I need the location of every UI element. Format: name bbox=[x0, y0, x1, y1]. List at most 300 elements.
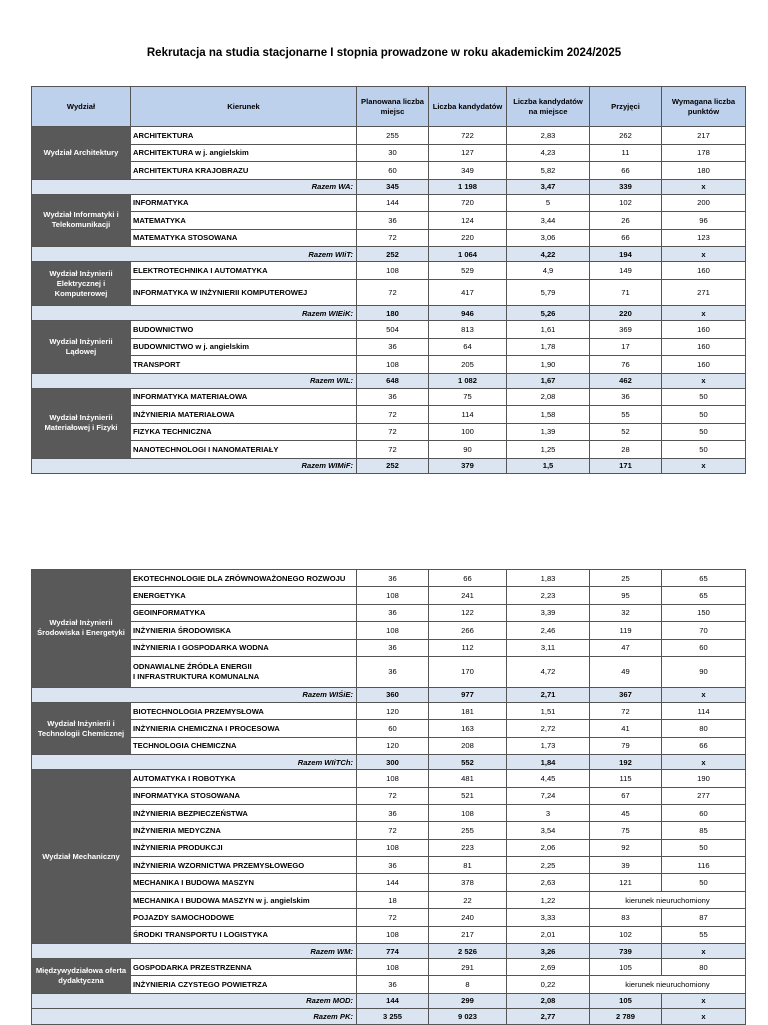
value-cell: 108 bbox=[357, 959, 429, 976]
value-cell: 1,83 bbox=[507, 570, 590, 587]
summary-value: x bbox=[662, 179, 746, 194]
table-row bbox=[32, 737, 746, 754]
value-cell: 36 bbox=[357, 604, 429, 621]
value-cell: 160 bbox=[662, 262, 746, 280]
value-cell: 72 bbox=[357, 909, 429, 926]
value-cell: 1,73 bbox=[507, 737, 590, 754]
value-cell: 3 bbox=[507, 804, 590, 821]
value-cell: 36 bbox=[357, 570, 429, 587]
value-cell: 271 bbox=[662, 280, 746, 306]
value-cell: 1,39 bbox=[507, 423, 590, 441]
value-cell: 2,25 bbox=[507, 857, 590, 874]
value-cell: 240 bbox=[429, 909, 507, 926]
value-cell: 1,61 bbox=[507, 321, 590, 339]
value-cell: 144 bbox=[357, 874, 429, 891]
kierunek-cell: INŻYNIERIA WZORNICTWA PRZEMYSŁOWEGO bbox=[131, 857, 357, 874]
summary-value: x bbox=[662, 373, 746, 388]
kierunek-cell: FIZYKA TECHNICZNA bbox=[131, 423, 357, 441]
value-cell: 92 bbox=[590, 839, 662, 856]
value-cell: 5,79 bbox=[507, 280, 590, 306]
status-cell: kierunek nieuruchomiony bbox=[590, 976, 746, 993]
value-cell: 25 bbox=[590, 570, 662, 587]
value-cell: 180 bbox=[662, 162, 746, 180]
value-cell: 18 bbox=[357, 891, 429, 908]
summary-value: 1 082 bbox=[429, 373, 507, 388]
summary-value: 367 bbox=[590, 687, 662, 702]
value-cell: 65 bbox=[662, 587, 746, 604]
total-value: 2 789 bbox=[590, 1008, 662, 1024]
table-row bbox=[32, 262, 746, 280]
value-cell: 217 bbox=[662, 127, 746, 145]
value-cell: 50 bbox=[662, 441, 746, 459]
kierunek-cell: POJAZDY SAMOCHODOWE bbox=[131, 909, 357, 926]
value-cell: 102 bbox=[590, 926, 662, 943]
value-cell: 160 bbox=[662, 338, 746, 356]
kierunek-cell: BUDOWNICTWO w j. angielskim bbox=[131, 338, 357, 356]
value-cell: 8 bbox=[429, 976, 507, 993]
kierunek-cell: ARCHITEKTURA w j. angielskim bbox=[131, 144, 357, 162]
faculty-cell: Wydział Informatyki i Telekomunikacji bbox=[32, 194, 131, 247]
value-cell: 3,44 bbox=[507, 212, 590, 230]
table-row bbox=[32, 229, 746, 247]
table-row bbox=[32, 770, 746, 787]
value-cell: 108 bbox=[357, 356, 429, 374]
value-cell: 87 bbox=[662, 909, 746, 926]
summary-value: 1,84 bbox=[507, 755, 590, 770]
kierunek-cell: INŻYNIERIA MEDYCZNA bbox=[131, 822, 357, 839]
faculty-cell: Wydział Mechaniczny bbox=[32, 770, 131, 944]
kierunek-cell: ARCHITEKTURA bbox=[131, 127, 357, 145]
value-cell: 220 bbox=[429, 229, 507, 247]
summary-value: 379 bbox=[429, 458, 507, 473]
summary-value: 3,26 bbox=[507, 944, 590, 959]
value-cell: 22 bbox=[429, 891, 507, 908]
page-title: Rekrutacja na studia stacjonarne I stopnia prowadzone w roku akademickim 2024/2025 bbox=[146, 47, 622, 59]
value-cell: 72 bbox=[357, 280, 429, 306]
kierunek-cell: INFORMATYKA W INŻYNIERII KOMPUTEROWEJ bbox=[131, 280, 357, 306]
value-cell: 66 bbox=[429, 570, 507, 587]
value-cell: 7,24 bbox=[507, 787, 590, 804]
table-row bbox=[32, 959, 746, 976]
value-cell: 100 bbox=[429, 423, 507, 441]
summary-value: 739 bbox=[590, 944, 662, 959]
summary-value: 946 bbox=[429, 306, 507, 321]
value-cell: 4,9 bbox=[507, 262, 590, 280]
kierunek-cell: GOSPODARKA PRZESTRZENNA bbox=[131, 959, 357, 976]
kierunek-line: I INFRASTRUKTURA KOMUNALNA bbox=[133, 671, 260, 681]
value-cell: 1,78 bbox=[507, 338, 590, 356]
kierunek-cell: INFORMATYKA MATERIAŁOWA bbox=[131, 388, 357, 406]
table-row bbox=[32, 144, 746, 162]
value-cell: 3,11 bbox=[507, 639, 590, 656]
kierunek-cell: ARCHITEKTURA KRAJOBRAZU bbox=[131, 162, 357, 180]
value-cell: 60 bbox=[357, 720, 429, 737]
kierunek-cell: INŻYNIERIA BEZPIECZEŃSTWA bbox=[131, 804, 357, 821]
value-cell: 71 bbox=[590, 280, 662, 306]
value-cell: 85 bbox=[662, 822, 746, 839]
summary-value: 3,47 bbox=[507, 179, 590, 194]
value-cell: 108 bbox=[357, 926, 429, 943]
faculty-cell: Wydział Inżynierii Elektrycznej i Komputerowej bbox=[32, 262, 131, 306]
table-row bbox=[32, 604, 746, 621]
value-cell: 144 bbox=[357, 194, 429, 212]
header-przyjeci: Przyjęci bbox=[590, 87, 662, 127]
value-cell: 108 bbox=[357, 587, 429, 604]
value-cell: 3,54 bbox=[507, 822, 590, 839]
kierunek-cell: ENERGETYKA bbox=[131, 587, 357, 604]
summary-label: Razem WM: bbox=[32, 944, 357, 959]
faculty-cell: Wydział Inżynierii Środowiska i Energetyki bbox=[32, 570, 131, 688]
value-cell: 66 bbox=[662, 737, 746, 754]
value-cell: 205 bbox=[429, 356, 507, 374]
value-cell: 102 bbox=[590, 194, 662, 212]
table-row bbox=[32, 926, 746, 943]
table-row bbox=[32, 891, 746, 908]
value-cell: 60 bbox=[662, 639, 746, 656]
table-row bbox=[32, 212, 746, 230]
value-cell: 39 bbox=[590, 857, 662, 874]
total-row bbox=[32, 1008, 746, 1024]
header-wydzial: Wydział bbox=[32, 87, 131, 127]
summary-value: 194 bbox=[590, 247, 662, 262]
value-cell: 105 bbox=[590, 959, 662, 976]
table-row bbox=[32, 976, 746, 993]
value-cell: 127 bbox=[429, 144, 507, 162]
summary-value: 1,5 bbox=[507, 458, 590, 473]
value-cell: 521 bbox=[429, 787, 507, 804]
value-cell: 41 bbox=[590, 720, 662, 737]
value-cell: 64 bbox=[429, 338, 507, 356]
table-row bbox=[32, 656, 746, 687]
value-cell: 119 bbox=[590, 622, 662, 639]
value-cell: 72 bbox=[357, 441, 429, 459]
summary-value: 339 bbox=[590, 179, 662, 194]
value-cell: 83 bbox=[590, 909, 662, 926]
value-cell: 2,83 bbox=[507, 127, 590, 145]
table-row bbox=[32, 194, 746, 212]
value-cell: 50 bbox=[662, 388, 746, 406]
value-cell: 241 bbox=[429, 587, 507, 604]
value-cell: 504 bbox=[357, 321, 429, 339]
value-cell: 66 bbox=[590, 162, 662, 180]
value-cell: 1,25 bbox=[507, 441, 590, 459]
value-cell: 181 bbox=[429, 702, 507, 719]
value-cell: 36 bbox=[357, 857, 429, 874]
summary-value: 4,22 bbox=[507, 247, 590, 262]
value-cell: 1,22 bbox=[507, 891, 590, 908]
kierunek-cell: MATEMATYKA bbox=[131, 212, 357, 230]
summary-label: Razem WIŚiE: bbox=[32, 687, 357, 702]
value-cell: 150 bbox=[662, 604, 746, 621]
value-cell: 720 bbox=[429, 194, 507, 212]
value-cell: 369 bbox=[590, 321, 662, 339]
faculty-cell: Wydział Inżynierii Materiałowej i Fizyki bbox=[32, 388, 131, 458]
summary-row bbox=[32, 944, 746, 959]
value-cell: 72 bbox=[357, 423, 429, 441]
table-row bbox=[32, 570, 746, 587]
value-cell: 4,72 bbox=[507, 656, 590, 687]
total-label: Razem PK: bbox=[32, 1008, 357, 1024]
value-cell: 108 bbox=[357, 839, 429, 856]
kierunek-cell: INŻYNIERIA MATERIAŁOWA bbox=[131, 406, 357, 424]
kierunek-cell: GEOINFORMATYKA bbox=[131, 604, 357, 621]
value-cell: 277 bbox=[662, 787, 746, 804]
value-cell: 3,33 bbox=[507, 909, 590, 926]
value-cell: 60 bbox=[357, 162, 429, 180]
value-cell: 3,39 bbox=[507, 604, 590, 621]
table-row bbox=[32, 639, 746, 656]
summary-value: 774 bbox=[357, 944, 429, 959]
summary-row bbox=[32, 755, 746, 770]
summary-row bbox=[32, 306, 746, 321]
value-cell: 50 bbox=[662, 874, 746, 891]
value-cell: 75 bbox=[429, 388, 507, 406]
value-cell: 72 bbox=[357, 406, 429, 424]
value-cell: 30 bbox=[357, 144, 429, 162]
value-cell: 52 bbox=[590, 423, 662, 441]
kierunek-cell: INŻYNIERIA PRODUKCJI bbox=[131, 839, 357, 856]
summary-value: 648 bbox=[357, 373, 429, 388]
table-row bbox=[32, 787, 746, 804]
table-row bbox=[32, 406, 746, 424]
value-cell: 122 bbox=[429, 604, 507, 621]
header-punkty: Wymagana liczba punktów bbox=[662, 87, 746, 127]
summary-value: 252 bbox=[357, 458, 429, 473]
value-cell: 2,08 bbox=[507, 388, 590, 406]
value-cell: 36 bbox=[357, 976, 429, 993]
kierunek-cell: TRANSPORT bbox=[131, 356, 357, 374]
faculty-cell: Wydział Inżynierii i Technologii Chemicznej bbox=[32, 702, 131, 754]
value-cell: 5 bbox=[507, 194, 590, 212]
value-cell: 90 bbox=[429, 441, 507, 459]
kierunek-cell: MECHANIKA I BUDOWA MASZYN bbox=[131, 874, 357, 891]
recruitment-table-2 bbox=[31, 569, 746, 1025]
value-cell: 75 bbox=[590, 822, 662, 839]
value-cell: 72 bbox=[357, 787, 429, 804]
value-cell: 76 bbox=[590, 356, 662, 374]
value-cell: 291 bbox=[429, 959, 507, 976]
value-cell: 170 bbox=[429, 656, 507, 687]
summary-value: x bbox=[662, 687, 746, 702]
header-planowana: Planowana liczba miejsc bbox=[357, 87, 429, 127]
header-kierunek: Kierunek bbox=[131, 87, 357, 127]
table-row bbox=[32, 338, 746, 356]
kierunek-cell: ELEKTROTECHNIKA I AUTOMATYKA bbox=[131, 262, 357, 280]
table-row bbox=[32, 441, 746, 459]
summary-row bbox=[32, 687, 746, 702]
kierunek-cell: ŚRODKI TRANSPORTU I LOGISTYKA bbox=[131, 926, 357, 943]
kierunek-cell: TECHNOLOGIA CHEMICZNA bbox=[131, 737, 357, 754]
table-row bbox=[32, 321, 746, 339]
value-cell: 36 bbox=[357, 639, 429, 656]
value-cell: 2,23 bbox=[507, 587, 590, 604]
value-cell: 1,51 bbox=[507, 702, 590, 719]
value-cell: 4,23 bbox=[507, 144, 590, 162]
summary-value: 180 bbox=[357, 306, 429, 321]
kierunek-cell: INŻYNIERIA CZYSTEGO POWIETRZA bbox=[131, 976, 357, 993]
summary-value: 977 bbox=[429, 687, 507, 702]
summary-label: Razem WA: bbox=[32, 179, 357, 194]
value-cell: 4,45 bbox=[507, 770, 590, 787]
value-cell: 49 bbox=[590, 656, 662, 687]
value-cell: 79 bbox=[590, 737, 662, 754]
value-cell: 124 bbox=[429, 212, 507, 230]
value-cell: 95 bbox=[590, 587, 662, 604]
value-cell: 36 bbox=[590, 388, 662, 406]
value-cell: 67 bbox=[590, 787, 662, 804]
summary-value: 252 bbox=[357, 247, 429, 262]
value-cell: 123 bbox=[662, 229, 746, 247]
summary-label: Razem MOD: bbox=[32, 993, 357, 1008]
value-cell: 178 bbox=[662, 144, 746, 162]
value-cell: 813 bbox=[429, 321, 507, 339]
value-cell: 81 bbox=[429, 857, 507, 874]
summary-value: 552 bbox=[429, 755, 507, 770]
status-cell: kierunek nieuruchomiony bbox=[590, 891, 746, 908]
table-row bbox=[32, 822, 746, 839]
value-cell: 114 bbox=[662, 702, 746, 719]
value-cell: 47 bbox=[590, 639, 662, 656]
value-cell: 108 bbox=[357, 622, 429, 639]
summary-value: 360 bbox=[357, 687, 429, 702]
value-cell: 5,82 bbox=[507, 162, 590, 180]
total-x: x bbox=[662, 1008, 746, 1024]
value-cell: 262 bbox=[590, 127, 662, 145]
value-cell: 266 bbox=[429, 622, 507, 639]
value-cell: 28 bbox=[590, 441, 662, 459]
summary-row bbox=[32, 458, 746, 473]
value-cell: 255 bbox=[429, 822, 507, 839]
summary-value: x bbox=[662, 306, 746, 321]
table-row bbox=[32, 622, 746, 639]
table-row bbox=[32, 874, 746, 891]
summary-label: Razem WIL: bbox=[32, 373, 357, 388]
value-cell: 120 bbox=[357, 737, 429, 754]
value-cell: 149 bbox=[590, 262, 662, 280]
value-cell: 55 bbox=[590, 406, 662, 424]
summary-value: 299 bbox=[429, 993, 507, 1008]
value-cell: 481 bbox=[429, 770, 507, 787]
summary-value: x bbox=[662, 247, 746, 262]
value-cell: 108 bbox=[429, 804, 507, 821]
summary-value: x bbox=[662, 755, 746, 770]
value-cell: 722 bbox=[429, 127, 507, 145]
kierunek-cell: INŻYNIERIA ŚRODOWISKA bbox=[131, 622, 357, 639]
value-cell: 121 bbox=[590, 874, 662, 891]
summary-value: x bbox=[662, 944, 746, 959]
summary-value: 220 bbox=[590, 306, 662, 321]
value-cell: 36 bbox=[357, 804, 429, 821]
value-cell: 160 bbox=[662, 356, 746, 374]
value-cell: 80 bbox=[662, 720, 746, 737]
value-cell: 70 bbox=[662, 622, 746, 639]
header-row bbox=[32, 87, 746, 127]
value-cell: 1,58 bbox=[507, 406, 590, 424]
value-cell: 72 bbox=[357, 229, 429, 247]
table-row bbox=[32, 388, 746, 406]
value-cell: 11 bbox=[590, 144, 662, 162]
kierunek-cell: INŻYNIERIA CHEMICZNA I PROCESOWA bbox=[131, 720, 357, 737]
table-row bbox=[32, 162, 746, 180]
kierunek-cell: MATEMATYKA STOSOWANA bbox=[131, 229, 357, 247]
value-cell: 2,46 bbox=[507, 622, 590, 639]
summary-label: Razem WIiTCh: bbox=[32, 755, 357, 770]
kierunek-cell: AUTOMATYKA I ROBOTYKA bbox=[131, 770, 357, 787]
value-cell: 36 bbox=[357, 338, 429, 356]
value-cell: 50 bbox=[662, 406, 746, 424]
value-cell: 2,63 bbox=[507, 874, 590, 891]
recruitment-table-1 bbox=[31, 86, 746, 474]
value-cell: 349 bbox=[429, 162, 507, 180]
summary-label: Razem WIEiK: bbox=[32, 306, 357, 321]
value-cell: 1,90 bbox=[507, 356, 590, 374]
total-value: 3 255 bbox=[357, 1008, 429, 1024]
value-cell: 50 bbox=[662, 423, 746, 441]
value-cell: 65 bbox=[662, 570, 746, 587]
value-cell: 96 bbox=[662, 212, 746, 230]
summary-value: 300 bbox=[357, 755, 429, 770]
value-cell: 208 bbox=[429, 737, 507, 754]
summary-value: 2,71 bbox=[507, 687, 590, 702]
summary-value: 345 bbox=[357, 179, 429, 194]
value-cell: 120 bbox=[357, 702, 429, 719]
value-cell: 36 bbox=[357, 656, 429, 687]
value-cell: 2,06 bbox=[507, 839, 590, 856]
value-cell: 36 bbox=[357, 388, 429, 406]
faculty-cell: Wydział Inżynierii Lądowej bbox=[32, 321, 131, 374]
summary-value: 5,26 bbox=[507, 306, 590, 321]
header-na-miejsce: Liczba kandydatów na miejsce bbox=[507, 87, 590, 127]
value-cell: 72 bbox=[590, 702, 662, 719]
table-row bbox=[32, 280, 746, 306]
value-cell: 217 bbox=[429, 926, 507, 943]
value-cell: 108 bbox=[357, 262, 429, 280]
total-value: 9 023 bbox=[429, 1008, 507, 1024]
value-cell: 55 bbox=[662, 926, 746, 943]
kierunek-cell: NANOTECHNOLOGI I NANOMATERIAŁY bbox=[131, 441, 357, 459]
value-cell: 417 bbox=[429, 280, 507, 306]
table-row bbox=[32, 356, 746, 374]
summary-row bbox=[32, 993, 746, 1008]
kierunek-cell: BUDOWNICTWO bbox=[131, 321, 357, 339]
value-cell: 36 bbox=[357, 212, 429, 230]
table-row bbox=[32, 587, 746, 604]
value-cell: 26 bbox=[590, 212, 662, 230]
value-cell: 200 bbox=[662, 194, 746, 212]
value-cell: 255 bbox=[357, 127, 429, 145]
value-cell: 72 bbox=[357, 822, 429, 839]
summary-value: 105 bbox=[590, 993, 662, 1008]
summary-value: x bbox=[662, 458, 746, 473]
faculty-cell: Międzywydziałowa oferta dydaktyczna bbox=[32, 959, 131, 994]
value-cell: 163 bbox=[429, 720, 507, 737]
value-cell: 50 bbox=[662, 839, 746, 856]
value-cell: 45 bbox=[590, 804, 662, 821]
kierunek-cell: INFORMATYKA bbox=[131, 194, 357, 212]
summary-value: 144 bbox=[357, 993, 429, 1008]
kierunek-line: ODNAWIALNE ŹRÓDŁA ENERGII bbox=[133, 661, 252, 671]
value-cell: 529 bbox=[429, 262, 507, 280]
value-cell: 160 bbox=[662, 321, 746, 339]
value-cell: 66 bbox=[590, 229, 662, 247]
kierunek-cell: MECHANIKA I BUDOWA MASZYN w j. angielskim bbox=[131, 891, 357, 908]
summary-value: 1 064 bbox=[429, 247, 507, 262]
summary-value: 462 bbox=[590, 373, 662, 388]
table-row bbox=[32, 857, 746, 874]
faculty-cell: Wydział Architektury bbox=[32, 127, 131, 180]
summary-value: 171 bbox=[590, 458, 662, 473]
value-cell: 0,22 bbox=[507, 976, 590, 993]
